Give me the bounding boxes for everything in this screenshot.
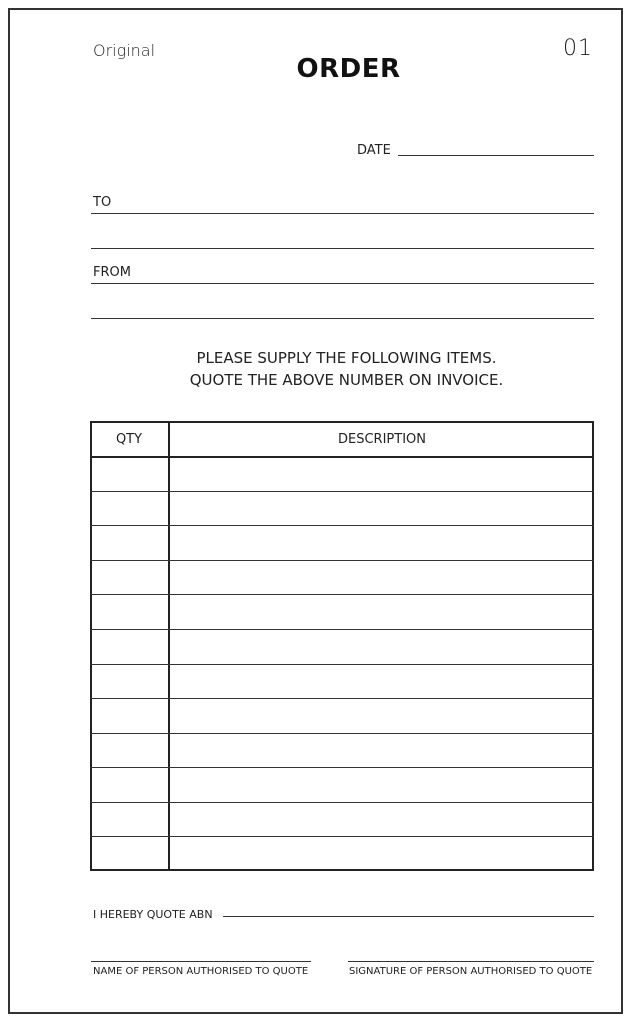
header-bottom-line	[90, 456, 594, 458]
form-title: ORDER	[296, 54, 401, 84]
description-header: DESCRIPTION	[338, 432, 426, 447]
table-row-line	[90, 491, 594, 492]
from-field-line-2[interactable]	[91, 318, 594, 319]
signature-label: SIGNATURE OF PERSON AUTHORISED TO QUOTE	[349, 966, 593, 977]
to-field-line-1[interactable]	[91, 213, 594, 214]
name-label: NAME OF PERSON AUTHORISED TO QUOTE	[93, 966, 309, 977]
table-row-line	[90, 594, 594, 595]
to-label: TO	[93, 195, 112, 210]
signature-field-line[interactable]	[348, 961, 594, 962]
table-row-line	[90, 629, 594, 630]
table-row-line	[90, 525, 594, 526]
instruction-line-2: QUOTE THE ABOVE NUMBER ON INVOICE.	[189, 371, 504, 389]
date-field-line[interactable]	[398, 155, 594, 156]
items-table	[90, 421, 594, 871]
instruction-line-1: PLEASE SUPPLY THE FOLLOWING ITEMS.	[196, 349, 497, 367]
from-label: FROM	[93, 265, 131, 280]
from-field-line-1[interactable]	[91, 283, 594, 284]
table-row-line	[90, 836, 594, 837]
name-field-line[interactable]	[91, 961, 311, 962]
table-row-line	[90, 560, 594, 561]
table-column-divider	[168, 421, 170, 871]
copy-label: Original	[93, 41, 156, 60]
table-row-line	[90, 664, 594, 665]
table-row-line	[90, 698, 594, 699]
table-row-line	[90, 767, 594, 768]
table-row-line	[90, 733, 594, 734]
date-label: DATE	[357, 143, 391, 158]
qty-header: QTY	[115, 432, 143, 447]
order-number: 01	[563, 36, 593, 61]
to-field-line-2[interactable]	[91, 248, 594, 249]
instructions	[0, 347, 633, 391]
abn-label: I HEREBY QUOTE ABN	[93, 908, 213, 921]
table-row-line	[90, 802, 594, 803]
abn-field-line[interactable]	[223, 916, 594, 917]
